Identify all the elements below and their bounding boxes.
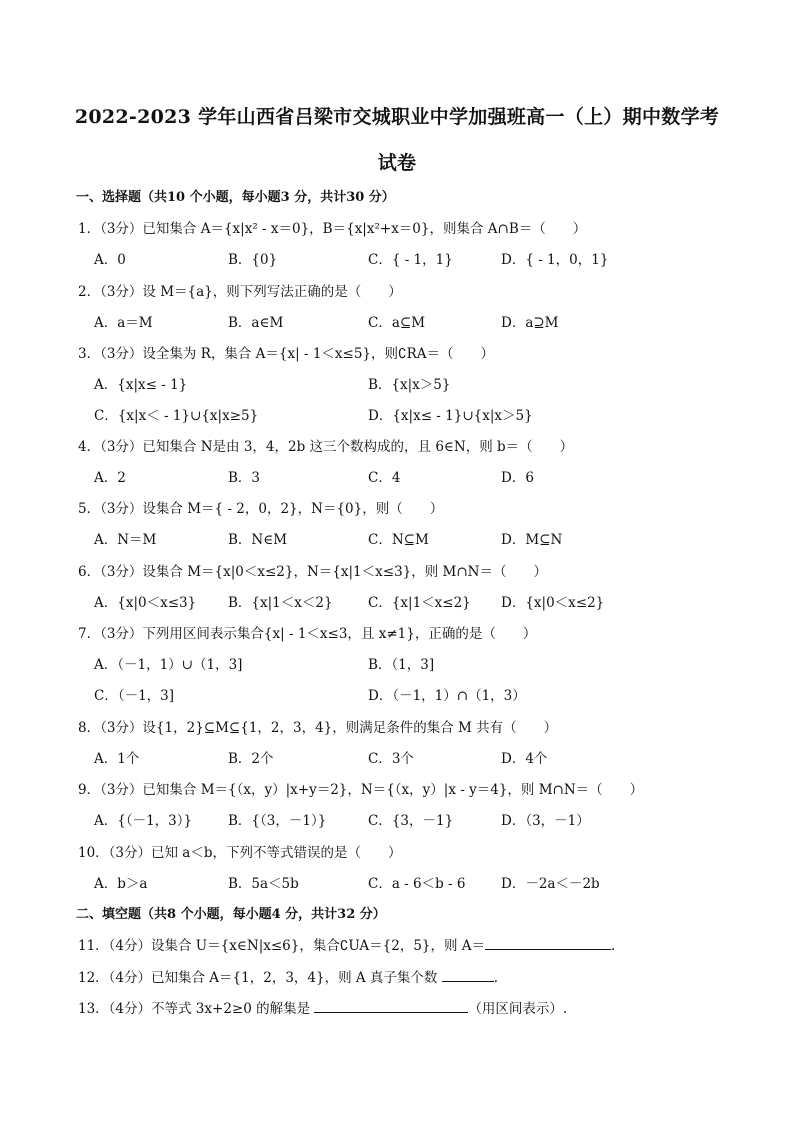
question-7-stem: 7．（3分）下列用区间表示集合{x| - 1＜x≤3，且 x≠1}，正确的是（ ）	[78, 626, 537, 642]
q3-option-b: B．{x|x＞5}	[368, 377, 451, 393]
q10-option-c: C．a - 6＜b - 6	[368, 876, 466, 892]
q1-option-b: B．{0}	[228, 252, 278, 268]
q9-option-c: C．{3，－1}	[368, 813, 454, 829]
q8-option-c: C．3个	[368, 751, 414, 767]
q8-option-d: D．4个	[501, 751, 548, 767]
q9-option-b: B．{（3，－1）}	[228, 813, 327, 829]
q10-option-a: A．b＞a	[94, 876, 148, 892]
exam-title-line1: 2022-2023 学年山西省吕梁市交城职业中学加强班高一（上）期中数学考	[74, 106, 720, 128]
question-12-tail: .	[493, 970, 499, 986]
section-choice-heading: 一、选择题（共10 个小题，每小题3 分，共计30 分）	[76, 190, 395, 205]
question-11-stem: 11．（4分）设集合 U＝{x∈N|x≤6}，集合∁UA＝{2，5}，则 A＝	[78, 938, 486, 954]
q3-option-c: C．{x|x＜ - 1}∪{x|x≥5}	[94, 408, 259, 424]
q9-option-a: A．{（－1，3）}	[94, 813, 193, 829]
q11-answer-blank[interactable]	[485, 935, 611, 950]
q5-option-a: A．N＝M	[94, 532, 157, 548]
q7-option-c: C．（－1，3]	[94, 688, 175, 704]
q1-option-a: A．0	[94, 252, 126, 268]
question-5-stem: 5．（3分）设集合 M＝{ - 2，0，2}，N＝{0}，则（ ）	[78, 501, 444, 517]
question-11-tail: .	[611, 938, 616, 954]
question-1-stem: 1．（3分）已知集合 A＝{x|x² - x＝0}，B＝{x|x²+x＝0}，则集合 A∩B＝（ ）	[78, 221, 587, 237]
q4-option-d: D．6	[501, 470, 534, 486]
question-13-tail: （用区间表示）.	[468, 1001, 568, 1017]
question-6-stem: 6．（3分）设集合 M＝{x|0＜x≤2}，N＝{x|1＜x≤3}，则 M∩N＝（ ）	[78, 564, 547, 580]
q5-option-c: C．N⊆M	[368, 532, 429, 548]
q12-answer-blank[interactable]	[442, 967, 494, 982]
q3-option-a: A．{x|x≤ - 1}	[94, 377, 188, 393]
q10-option-b: B．5a＜5b	[228, 876, 299, 892]
question-13	[78, 997, 567, 1017]
q2-option-c: C．a⊆M	[368, 315, 426, 331]
q2-option-b: B．a∈M	[228, 315, 284, 331]
question-12	[78, 966, 498, 986]
q13-answer-blank[interactable]	[314, 998, 468, 1013]
question-4-stem: 4．（3分）已知集合 N是由 3，4，2b 这三个数构成的，且 6∈N，则 b＝（ ）	[78, 439, 574, 455]
q9-option-d: D．（3，－1）	[501, 813, 590, 829]
question-10-stem: 10．（3分）已知 a＜b，下列不等式错误的是（ ）	[78, 845, 402, 861]
q8-option-a: A．1个	[94, 751, 140, 767]
q7-option-d: D．（－1，1）∩（1，3）	[368, 688, 526, 704]
q4-option-c: C．4	[368, 470, 401, 486]
question-13-stem: 13．（4分）不等式 3x+2≥0 的解集是	[78, 1001, 311, 1017]
exam-title-line2: 试卷	[377, 152, 417, 174]
q6-option-c: C．{x|1＜x≤2}	[368, 595, 471, 611]
q8-option-b: B．2个	[228, 751, 274, 767]
question-12-stem: 12．（4分）已知集合 A＝{1，2，3，4}，则 A 真子集个数	[78, 970, 438, 986]
q2-option-a: A．a＝M	[94, 315, 153, 331]
question-3-stem: 3．（3分）设全集为 R，集合 A＝{x| - 1＜x≤5}，则∁RA＝（ ）	[78, 346, 495, 362]
q4-option-b: B．3	[228, 470, 261, 486]
q5-option-b: B．N∈M	[228, 532, 288, 548]
q2-option-d: D．a⊇M	[501, 315, 559, 331]
q1-option-d: D．{ - 1，0，1}	[501, 252, 609, 268]
q4-option-a: A．2	[94, 470, 126, 486]
q1-option-c: C．{ - 1，1}	[368, 252, 453, 268]
q6-option-d: D．{x|0＜x≤2}	[501, 595, 605, 611]
q5-option-d: D．M⊆N	[501, 532, 563, 548]
q10-option-d: D．－2a＜－2b	[501, 876, 600, 892]
q7-option-a: A．（－1，1）∪（1，3]	[94, 657, 243, 673]
q3-option-d: D．{x|x≤ - 1}∪{x|x＞5}	[368, 408, 533, 424]
q6-option-b: B．{x|1＜x＜2}	[228, 595, 333, 611]
question-8-stem: 8．（3分）设{1，2}⊆M⊆{1，2，3，4}，则满足条件的集合 M 共有（ ）	[78, 720, 558, 736]
q7-option-b: B．（1，3]	[368, 657, 435, 673]
section-fill-heading: 二、填空题（共8 个小题，每小题4 分，共计32 分）	[76, 907, 386, 922]
question-9-stem: 9．（3分）已知集合 M＝{（x，y）|x+y＝2}，N＝{（x，y）|x - y＝4}，则 M∩N＝（ ）	[78, 782, 644, 798]
q6-option-a: A．{x|0＜x≤3}	[94, 595, 197, 611]
question-2-stem: 2．（3分）设 M＝{a}，则下列写法正确的是（ ）	[78, 284, 402, 300]
question-11	[78, 934, 615, 954]
